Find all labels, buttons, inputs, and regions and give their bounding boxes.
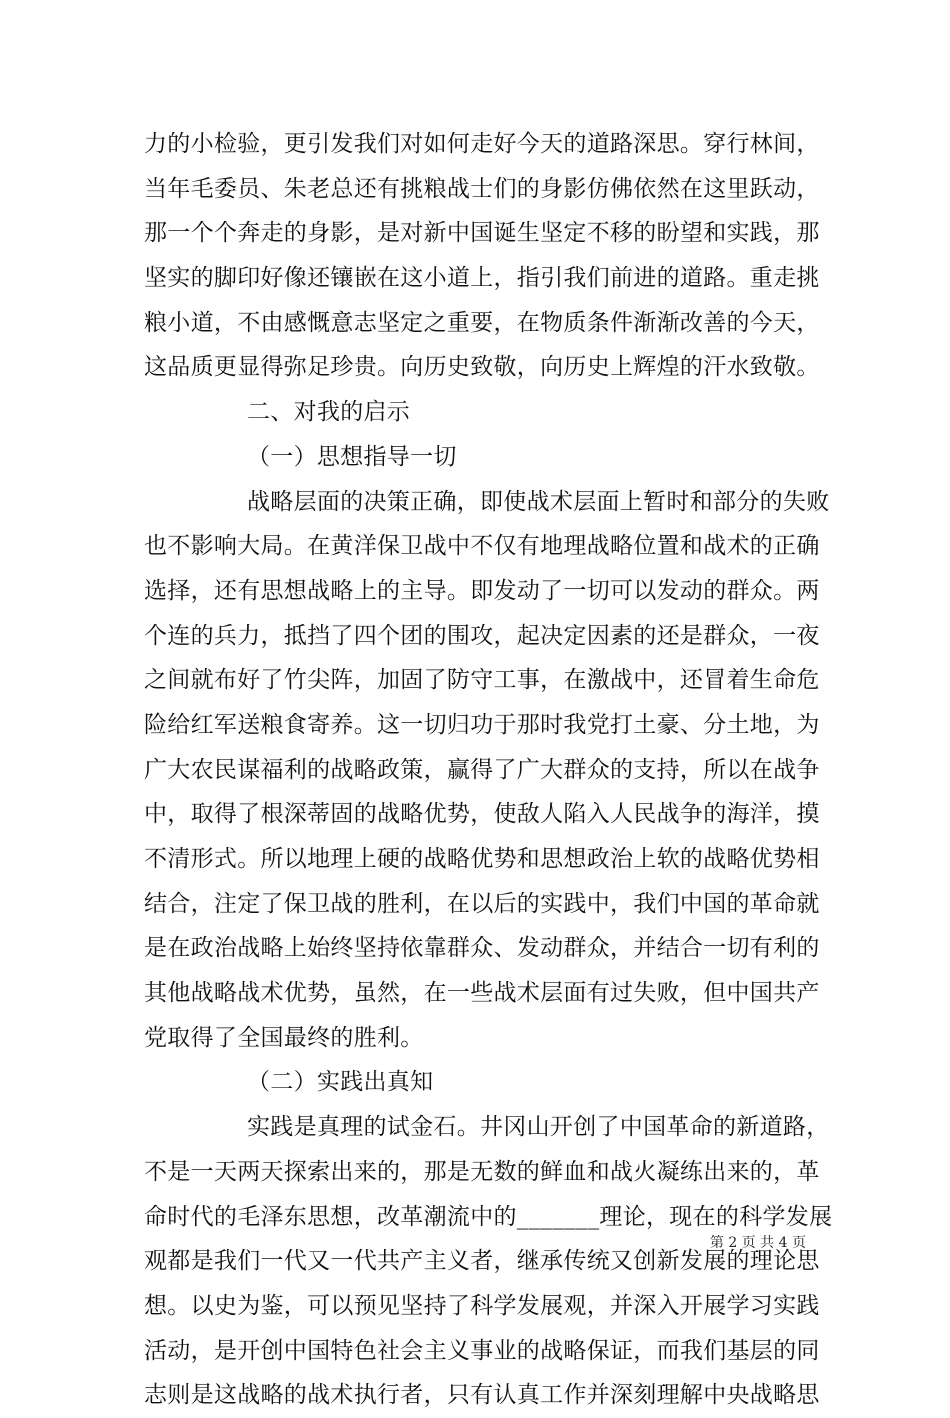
text-line: 志则是这战略的战术执行者，只有认真工作并深刻理解中央战略思 xyxy=(144,1382,820,1409)
text-line: 个连的兵力，抵挡了四个团的围攻，起决定因素的还是群众，一夜 xyxy=(144,622,820,649)
text-line: 其他战略战术优势，虽然，在一些战术层面有过失败，但中国共产 xyxy=(144,980,820,1007)
text-line: 党取得了全国最终的胜利。 xyxy=(144,1024,424,1051)
text-line: 观都是我们一代又一代共产主义者，继承传统又创新发展的理论思 xyxy=(144,1248,820,1275)
text-line: 想。以史为鉴，可以预见坚持了科学发展观，并深入开展学习实践 xyxy=(144,1292,820,1319)
document-body xyxy=(144,122,833,1418)
text-line: 险给红军送粮食寄养。这一切归功于那时我党打土豪、分土地，为 xyxy=(144,711,820,738)
text-line: 当年毛委员、朱老总还有挑粮战士们的身影仿佛依然在这里跃动， xyxy=(144,175,820,202)
subsection-heading: （一）思想指导一切 xyxy=(247,443,457,470)
text-line: 命时代的毛泽东思想，改革潮流中的_______理论，现在的科学发展 xyxy=(144,1203,833,1230)
text-line: 坚实的脚印好像还镶嵌在这小道上，指引我们前进的道路。重走挑 xyxy=(144,265,820,292)
text-line: 广大农民谋福利的战略政策，赢得了广大群众的支持，所以在战争 xyxy=(144,756,820,783)
text-line: 这品质更显得弥足珍贵。向历史致敬，向历史上辉煌的汗水致敬。 xyxy=(144,354,820,381)
text-line: 不是一天两天探索出来的，那是无数的鲜血和战火凝练出来的，革 xyxy=(144,1158,820,1185)
text-line: 活动，是开创中国特色社会主义事业的战略保证，而我们基层的同 xyxy=(144,1337,820,1364)
text-line: 粮小道，不由感慨意志坚定之重要，在物质条件渐渐改善的今天， xyxy=(144,309,820,336)
subsection-heading: （二）实践出真知 xyxy=(247,1069,434,1096)
paragraph-first-line: 战略层面的决策正确，即使战术层面上暂时和部分的失败 xyxy=(247,488,830,515)
text-line: 不清形式。所以地理上硬的战略优势和思想政治上软的战略优势相 xyxy=(144,846,820,872)
text-line: 结合，注定了保卫战的胜利，在以后的实践中，我们中国的革命就 xyxy=(144,890,820,917)
paragraph-first-line: 实践是真理的试金石。井冈山开创了中国革命的新道路， xyxy=(247,1114,830,1141)
text-line: 选择，还有思想战略上的主导。即发动了一切可以发动的群众。两 xyxy=(144,577,820,604)
page-number: 第 2 页 共 4 页 xyxy=(709,1235,806,1251)
text-line: 也不影响大局。在黄洋保卫战中不仅有地理战略位置和战术的正确 xyxy=(144,533,820,560)
text-line: 之间就布好了竹尖阵，加固了防守工事，在激战中，还冒着生命危 xyxy=(144,667,820,694)
text-line: 那一个个奔走的身影，是对新中国诞生坚定不移的盼望和实践，那 xyxy=(144,220,820,247)
section-heading: 二、对我的启示 xyxy=(247,399,411,426)
text-line: 中，取得了根深蒂固的战略优势，使敌人陷入人民战争的海洋，摸 xyxy=(144,801,820,828)
text-line: 是在政治战略上始终坚持依靠群众、发动群众，并结合一切有利的 xyxy=(144,935,820,962)
text-line: 力的小检验，更引发我们对如何走好今天的道路深思。穿行林间， xyxy=(144,131,820,157)
